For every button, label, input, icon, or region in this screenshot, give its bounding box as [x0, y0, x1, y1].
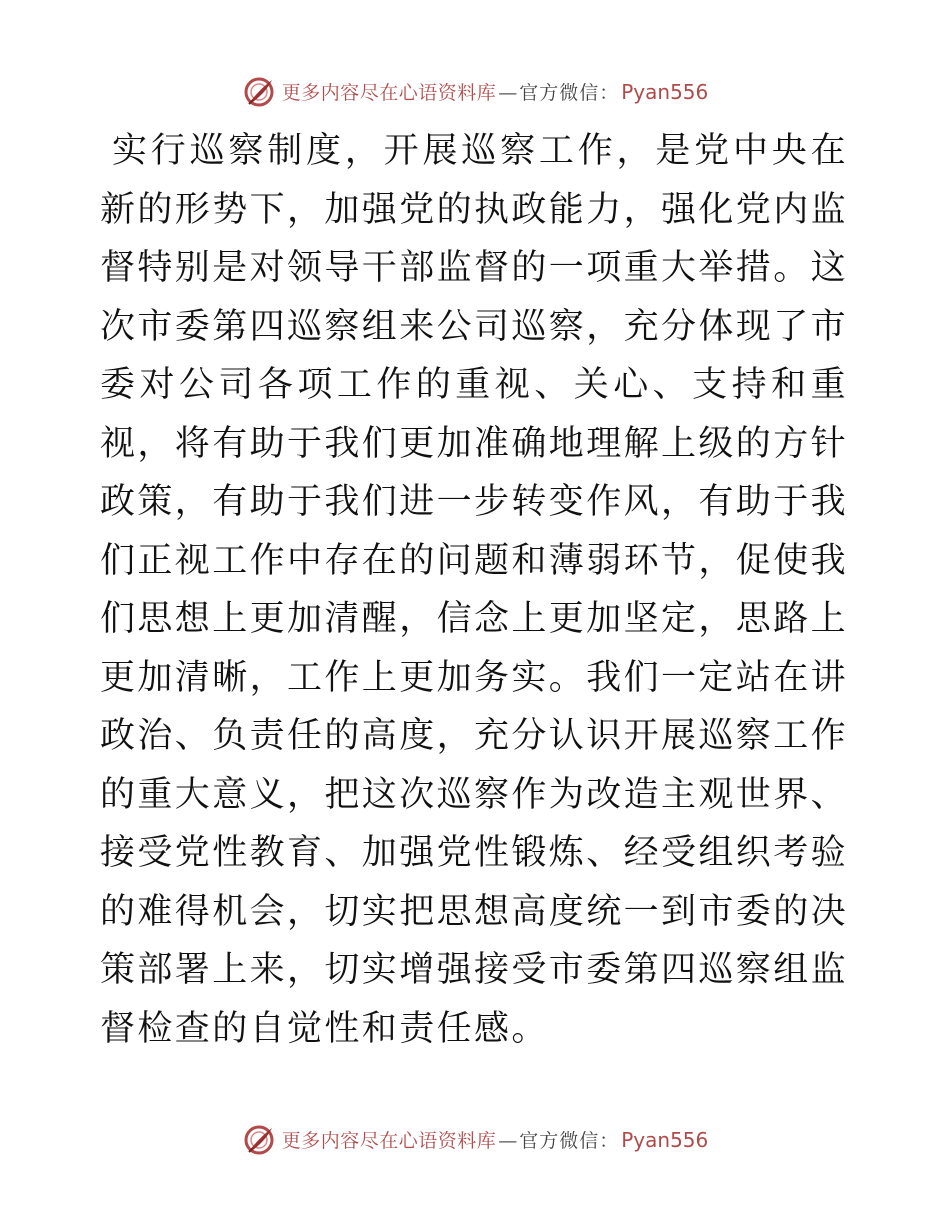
footer-watermark	[0, 1118, 950, 1162]
watermark-wechat-id: Pyan556	[621, 1127, 709, 1152]
body-paragraph: 实行巡察制度，开展巡察工作，是党中央在新的形势下，加强党的执政能力，强化党内监督特别是对领导干部监督的一项重大举措。这次市委第四巡察组来公司巡察，充分体现了市委对公司各项工作的重视、关心、支持和重视，将有助于我们更加准确地理解上级的方针政策，有助于我们进一步转变作风，有助于我们正视工作中存在的问题和薄弱环节，促使我们思想上更加清醒，信念上更加坚定，思路上更加清晰，工作上更加务实。我们一定站在讲政治、负责任的高度，充分认识开展巡察工作的重大意义，把这次巡察作为改造主观世界、接受党性教育、加强党性锻炼、经受组织考验的难得机会，切实把思想高度统一到市委的决策部署上来，切实增强接受市委第四巡察组监督检查的自觉性和责任感。	[100, 131, 849, 1049]
watermark-main-text: 更多内容尽在心语资料库	[281, 1129, 497, 1152]
watermark-dash: —	[498, 1129, 518, 1152]
watermark-main-text: 更多内容尽在心语资料库	[281, 81, 497, 104]
watermark-wechat-label: 官方微信：	[519, 1129, 620, 1152]
header-watermark	[0, 70, 950, 114]
watermark-wechat-label: 官方微信：	[519, 81, 620, 104]
watermark-dash: —	[498, 81, 518, 104]
quill-pen-logo-icon	[242, 1123, 276, 1157]
quill-pen-logo-icon	[242, 75, 276, 109]
watermark-wechat-id: Pyan556	[621, 79, 709, 104]
